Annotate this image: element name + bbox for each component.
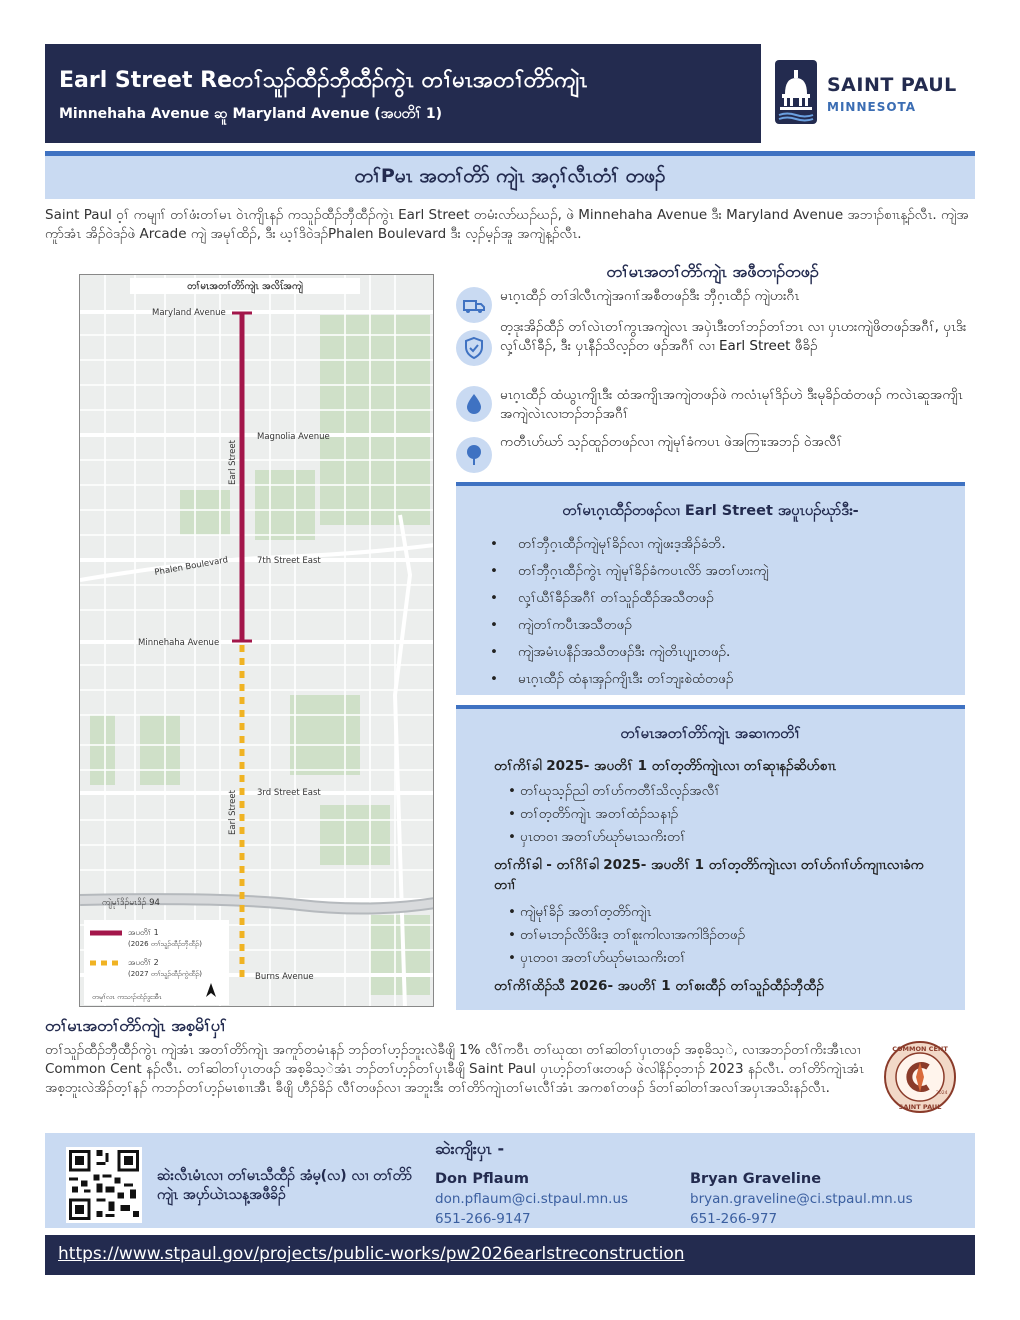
timeline-final: တၢ်ကိၢ်ထိၣ်သီ 2026- အပတိၢ် 1 တၢ်စးထီၣ် တၢ်သူၣ်ထီၣ်ဘှီထီၣ် — [494, 978, 824, 994]
project-map — [79, 274, 434, 1007]
legend-north-note: တမုၢ်လၤ ကသၢၣ်ထံၣ်ဒွးအီၤ — [92, 993, 162, 1001]
capitol-icon — [775, 60, 817, 124]
list-item: • ကျဲအမံၤပနီၣ်အသီတဖၣ်ဒီး ကျဲတိၤပျ့ၤတဖၣ်. — [456, 639, 965, 666]
shield-check-icon — [456, 330, 492, 366]
goal-text: ကတီၤဟ်ဃာ် သ့ၣ်ထူၣ်တဖၣ်လၢ ကျဲမုၢ်ခံကပၤ ဖဲအကြၢးအဘၣ် ဝဲအလီၢ် — [500, 434, 843, 450]
timeline-box — [456, 705, 965, 1010]
timeline-phase-heading: တၢ်ကိၢ်ခါ 2025- အပတိၢ် 1 တၢ်တ့တိာ်ကျဲၤလၢ တၢ်ဆုၢနၣ်ဆိဟ်စၢၤ — [494, 758, 837, 774]
timeline-title: တၢ်မၤအတၢ်တိာ်ကျဲၤ အဆၢကတိၢ် — [620, 726, 801, 742]
footer-bar — [45, 1235, 975, 1275]
timeline-phase-heading: တၢ်ကိၢ်ခါ - တၢ်ဂိၢ်ခါ 2025- အပတိၢ် 1 တၢ်တ့တိာ်ကျဲၤလၢ တၢ်ဟ်ဂၢၢ်ဟ်ကျၢၤလၢခံကတၢၢ် — [494, 857, 924, 893]
label-minnehaha: Minnehaha Avenue — [138, 638, 220, 648]
label-3rd: 3rd Street East — [257, 788, 321, 798]
goal-text: မၤဂ့ၤထီၣ် ထံယွၤကျိၤဒီး ထံအကျိၤအကျဲတဖၣ်ဖဲ ကလံၤမုၢ်ဒိၣ်ဟဲ ဒီးမုခိၣ်ထံတဖၣ် ကလဲၤဆူအကျိၤအကျဲလဲၤလၢဘၣ်ဘၣ်အဂီၢ် — [500, 387, 963, 422]
truck-icon — [456, 287, 492, 323]
list-item: • တၢ်မၤဘၣ်လိာ်ဖိးဒ့ တၢ်စူးကါလၢအကါဒိၣ်တဖၣ် — [456, 924, 965, 947]
seal-year: 2024 — [936, 1091, 948, 1096]
page-subtitle: Minnehaha Avenue ဆူ Maryland Avenue (အပတိၢ် 1) — [59, 106, 443, 122]
art-paragraph: တၢ်သူၣ်ထီၣ်ဘှီထီၣ်ကွဲၤ ကျဲအံၤ အတၢ်တိာ်ကျဲၤ အကူာ်တမံၤနၣ် ဘၣ်တၢ်ဟ့ၣ်ဘူးလဲခီဖျိ 1% လီၢ်ကဝီၤ တၢ်ဃုထၢ တၢ်ဆါတၢ်ပှၤတဖၣ် အစ့ခိသ့ဲ, လၢအဘၣ်တၢ်ကိးအီၤလၢ Common Cent နၣ်လီၤ. တၢ်ဆါတၢ်ပှၤတဖၣ် အစ့ခိသ့ဲအံၤ ဘၣ်တၢ်ဟ့ၣ်တၢ်ပှၤခီဖျိ Saint Paul ပှၤဟ့ၣ်တၢ်ဖးတဖၣ် ဖဲလါနိၣ်ဝ့ဘၢၣ် 2023 နၣ်လီၤ. တၢ်တိာ်ကျဲၤအံၤ အစ့ဘူးလဲအိၣ်တ့ၢ်နၣ် ကဘၣ်တၢ်ဟ့ၣ်မၤစၢၤအီၤ ခီဖျိ ဟီၣ်ခိၣ် လီၢ်တဖၣ်လၢ အဘူးဒီး တၢ်တိာ်ကျဲၤတၢ်မၤလီၢ်အံၤ အကစၢ်တဖၣ် ဒ်တၢ်ဆါတၢ်အလၢ်အပှၤအသိးနၣ်လီၤ. — [45, 1042, 864, 1096]
list-item: • ကျဲတၢ်ကပီၤအသီတဖၣ် — [456, 612, 965, 639]
qr-instructions: ဆဲးလီၤမံၤလၢ တၢ်မၤသီထီၣ် အံမ့(လ) လၢ တၢ်တိာ်ကျဲၤ အပှာ်ယဲၤသန့အဖီခိၣ် — [157, 1168, 413, 1203]
contact-name: Bryan Graveline — [690, 1171, 822, 1187]
contact-person — [435, 1169, 628, 1229]
legend-phase-2-note: (2027 တၢ်သူၣ်ထီၣ်ကွဲထီၣ်) — [128, 970, 203, 978]
contact-person — [690, 1169, 913, 1229]
map-graphic — [80, 275, 434, 1007]
intro-paragraph: Saint Paul ဝ့ၢ် ကမျၢၢ် တၢ်ဖံးတၢ်မၤ ဝဲၤကျိၤနၣ် ကသူၣ်ထီၣ်ဘှီထီၣ်ကွဲၤ Earl Street တမံးလာ်ဃၣ်ဃၣ်, ဖဲ Minnehaha Avenue ဒီး Maryland Avenue အဘၢၣ်စၢၤန့ၣ်လီၤ. ကျဲအကူာ်အံၤ အိၣ်ဝဲဒၣ်ဖဲ Arcade ကျဲ အမုၢ်ထိၣ်, ဒီး ဃ့ၢ်ဒိဝဲဒၣ်Phalen Boulevard ဒီး လ့ၣ်မ့ၣ်အူ အကျဲန့ၣ်လီၤ. — [45, 207, 969, 242]
contact-name: Don Pflaum — [435, 1171, 529, 1187]
legend-phase-2: အပတိၢ် 2 — [128, 958, 159, 967]
logo-state: MINNESOTA — [827, 100, 917, 114]
label-magnolia: Magnolia Avenue — [257, 432, 330, 442]
logo-city: SAINT PAUL — [827, 74, 957, 96]
improvements-title: တၢ်မၤဂ့ၤထီၣ်တဖၣ်လၢ Earl Street အပူၤပၣ်ဃုာ်ဒီး- — [562, 503, 859, 519]
page-title: Earl Street Reတၢ်သူၣ်ထီၣ်ဘှီထီၣ်ကွဲၤ တၢ်မၤအတၢ်တိာ်ကျဲၤ — [59, 68, 588, 93]
contact-title: ဆဲးကျိးပှၤ - — [435, 1139, 505, 1158]
list-item: • မၤဂ့ၤထီၣ် ထံနၢအှၣ်ကျိၤဒီး တၢ်ဘျးစဲထံတဖၣ် — [456, 666, 965, 693]
page-header — [45, 44, 761, 143]
qr-code-icon[interactable] — [66, 1147, 142, 1223]
contact-panel — [45, 1133, 975, 1228]
legend-phase-1: အပတိၢ် 1 — [128, 928, 159, 937]
label-maryland: Maryland Avenue — [152, 308, 226, 318]
label-phalen: Phalen Boulevard — [153, 555, 229, 578]
list-item: • တၢ်ဃုသ့ၣ်ညါ တၢ်ဟ်ကတီၢ်သိလ့ၣ်အလီၢ် — [456, 780, 965, 803]
art-title: တၢ်မၤအတၢ်တိာ်ကျဲၤ အစ့မိၢ်ပှၢ် — [45, 1016, 227, 1035]
contact-email[interactable]: bryan.graveline@ci.stpaul.mn.us — [690, 1191, 913, 1207]
contact-phone[interactable]: 651-266-977 — [690, 1211, 778, 1227]
goal-text: မၤဂ့ၤထီၣ် တၢ်ဒါလီၤကျဲအဂၢၢ်အစီတဖၣ်ဒီး ဘှီဂ့ၤထီၣ် ကျဲဟးဂီၤ — [500, 288, 800, 304]
list-item: • တၢ်တ့တိာ်ကျဲၤ အတၢ်ထံၣ်သနၢၣ် — [456, 803, 965, 826]
label-earl-south: Earl Street — [228, 790, 238, 835]
list-item: • ပှၤတဝၢ အတၢ်ပာ်ဃုာ်မၤသကိးတၢ် — [456, 947, 965, 970]
seal-bottom-text: SAINT PAUL — [898, 1103, 942, 1111]
common-cent-seal-icon — [876, 1040, 964, 1114]
label-burns: Burns Avenue — [255, 972, 314, 982]
label-earl-north: Earl Street — [228, 440, 238, 485]
project-url-link[interactable]: https://www.stpaul.gov/projects/public-works/pw2026earlstreconstruction — [58, 1244, 685, 1264]
list-item: • တၢ်ဘှီဂ့ၤထီၣ်ကျဲမုၢ်ခိၣ်လၢ ကျဲဖးဒ့အိၣ်ခံဘိ. — [456, 531, 965, 558]
label-hwy94: ကျဲမုၢ်ဒိၣ်မၤဒိၣ် 94 — [102, 898, 160, 908]
goals-title: တၢ်မၤအတၢ်တိာ်ကျဲၤ အဖီတၢၣ်တဖၣ် — [606, 262, 819, 281]
goal-text: တ့ဒုးအိၣ်ထီၣ် တၢ်လဲၤတၢ်ကွၤအကျဲလၤ အပှဲၤဒီးတၢ်ဘၣ်တၢ်ဘၤ လၢ ပှၤဟးကျဲဖိတဖၣ်အဂီၢ်, ပှၤဒိးလှ့ၢ်ယီၢ်ခီၣ်, ဒီး ပှၤနီၣ်သိလ့ၣ်တ ဖၣ်အဂီၢ် လၢ Earl Street ဖီခိၣ် — [500, 319, 967, 354]
seal-top-text: COMMON CENT — [892, 1045, 948, 1053]
timeline-phase-list — [456, 901, 965, 970]
contact-phone[interactable]: 651-266-9147 — [435, 1211, 531, 1227]
improvements-box — [456, 482, 965, 695]
list-item: • လှ့ၢ်ယီၢ်ခီၣ်အဂီၢ် တၢ်သူၣ်ထီၣ်အသီတဖၣ် — [456, 585, 965, 612]
timeline-phase-list — [456, 780, 965, 849]
list-item: • ပှၤတဝၢ အတၢ်ပာ်ဃုာ်မၤသကိးတၢ် — [456, 826, 965, 849]
list-item: • တၢ်ဘှီဂ့ၤထီၣ်ကွဲၤ ကျဲမုၢ်ခိၣ်ခံကပၤလိာ် အတၢ်ဟးကျဲ — [456, 558, 965, 585]
water-drop-icon — [456, 386, 492, 422]
improvements-list — [456, 531, 965, 693]
contact-email[interactable]: don.pflaum@ci.stpaul.mn.us — [435, 1191, 629, 1207]
saint-paul-logo — [775, 60, 975, 124]
list-item: • ကျဲမုၢ်ခိၣ် အတၢ်တ့တိာ်ကျဲၤ — [456, 901, 965, 924]
legend-phase-1-note: (2026 တၢ်သူၣ်ထီၣ်ဘှီထီၣ်) — [128, 940, 202, 948]
section-title: တၢ်Pမၤ အတၢ်တိာ် ကျဲၤ အဂ့ၢ်လီၤတံၢ် တဖၣ် — [354, 164, 666, 187]
label-7th: 7th Street East — [257, 556, 321, 566]
section-header — [45, 151, 975, 199]
map-legend — [84, 920, 229, 1005]
tree-icon — [456, 437, 492, 473]
map-title: တၢ်မၤအတၢ်တိာ်ကျဲၤ အလိၤ်အကျဲ — [187, 281, 303, 292]
